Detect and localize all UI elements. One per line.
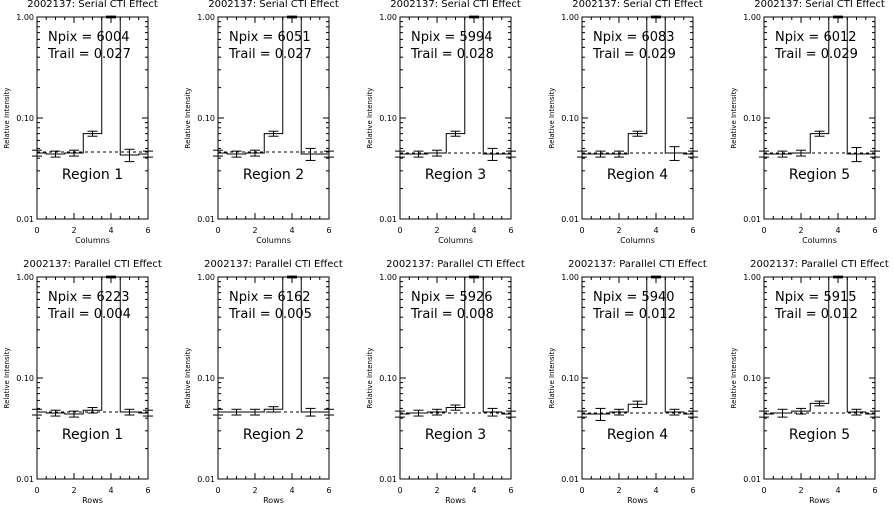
y-axis-label: Relative Intensity: [184, 87, 192, 149]
x-axis-label: Columns: [75, 236, 110, 245]
region-label: Region 3: [424, 167, 487, 183]
y-axis-label: Relative Intensity: [730, 87, 738, 149]
y-axis-label: Relative Intensity: [366, 347, 374, 409]
y-axis-label: Relative Intensity: [548, 87, 556, 149]
region-label: Region 2: [242, 427, 305, 443]
trail-annotation: Trail = 0.027: [229, 47, 312, 62]
x-axis-label: Rows: [809, 496, 830, 505]
x-tick-label: 0: [579, 226, 585, 235]
y-axis-label: Relative Intensity: [548, 347, 556, 409]
x-tick-label: 4: [653, 226, 659, 235]
chart-panel: [184, 0, 339, 245]
x-tick-label: 4: [108, 226, 114, 235]
trail-annotation: Trail = 0.028: [411, 47, 494, 62]
y-axis-label: Relative Intensity: [184, 347, 192, 409]
npix-annotation: Npix = 6223: [48, 290, 130, 305]
x-tick-label: 0: [215, 226, 221, 235]
y-tick-label: 1.00: [561, 273, 579, 282]
x-tick-label: 2: [71, 226, 77, 235]
chart-title: 2002137: Serial CTI Effect: [390, 0, 521, 10]
x-tick-label: 6: [690, 226, 696, 235]
y-tick-label: 0.10: [561, 374, 579, 383]
x-tick-label: 6: [508, 226, 514, 235]
x-tick-label: 2: [798, 226, 804, 235]
y-tick-label: 1.00: [197, 273, 215, 282]
npix-annotation: Npix = 6083: [593, 30, 675, 45]
y-tick-label: 0.10: [197, 374, 215, 383]
y-tick-label: 0.01: [561, 475, 579, 484]
trail-annotation: Trail = 0.012: [775, 307, 858, 322]
chart-panel: [366, 259, 525, 505]
y-tick-label: 1.00: [743, 13, 761, 22]
x-tick-label: 6: [872, 226, 878, 235]
y-tick-label: 0.01: [379, 475, 397, 484]
x-tick-label: 4: [653, 486, 659, 495]
y-tick-label: 1.00: [197, 13, 215, 22]
y-tick-label: 0.01: [743, 475, 761, 484]
region-label: Region 3: [424, 427, 487, 443]
x-tick-label: 2: [71, 486, 77, 495]
x-tick-label: 4: [471, 486, 477, 495]
chart-title: 2002137: Serial CTI Effect: [572, 0, 703, 10]
region-label: Region 1: [61, 427, 124, 443]
y-tick-label: 1.00: [16, 13, 34, 22]
trail-annotation: Trail = 0.012: [593, 307, 676, 322]
x-tick-label: 2: [434, 226, 440, 235]
x-axis-label: Rows: [263, 496, 284, 505]
x-tick-label: 0: [761, 486, 767, 495]
x-tick-label: 6: [690, 486, 696, 495]
chart-panel: [184, 259, 343, 505]
y-tick-label: 1.00: [379, 13, 397, 22]
chart-title: 2002137: Parallel CTI Effect: [568, 259, 707, 270]
x-axis-label: Columns: [620, 236, 655, 245]
trail-annotation: Trail = 0.029: [593, 47, 676, 62]
y-tick-label: 0.10: [379, 114, 397, 123]
x-tick-label: 2: [252, 486, 258, 495]
y-tick-label: 0.01: [561, 215, 579, 224]
y-tick-label: 0.10: [561, 114, 579, 123]
x-tick-label: 4: [289, 226, 295, 235]
y-tick-label: 0.01: [197, 475, 215, 484]
region-label: Region 2: [242, 167, 305, 183]
npix-annotation: Npix = 6012: [775, 30, 857, 45]
npix-annotation: Npix = 6004: [48, 30, 130, 45]
x-tick-label: 0: [34, 486, 40, 495]
x-tick-label: 6: [508, 486, 514, 495]
trail-annotation: Trail = 0.008: [411, 307, 494, 322]
x-axis-label: Rows: [445, 496, 466, 505]
x-tick-label: 2: [616, 486, 622, 495]
x-axis-label: Rows: [627, 496, 648, 505]
chart-title: 2002137: Serial CTI Effect: [27, 0, 158, 10]
trail-annotation: Trail = 0.029: [775, 47, 858, 62]
y-tick-label: 0.01: [16, 475, 34, 484]
x-tick-label: 2: [434, 486, 440, 495]
npix-annotation: Npix = 5915: [775, 290, 857, 305]
y-axis-label: Relative Intensity: [730, 347, 738, 409]
y-tick-label: 1.00: [561, 13, 579, 22]
y-tick-label: 1.00: [743, 273, 761, 282]
x-tick-label: 6: [326, 226, 332, 235]
chart-title: 2002137: Parallel CTI Effect: [204, 259, 343, 270]
y-tick-label: 0.10: [743, 374, 761, 383]
x-tick-label: 4: [835, 486, 841, 495]
trail-annotation: Trail = 0.004: [48, 307, 131, 322]
chart-panel: [548, 259, 707, 505]
x-axis-label: Rows: [82, 496, 103, 505]
x-axis-label: Columns: [802, 236, 837, 245]
npix-annotation: Npix = 6162: [229, 290, 311, 305]
chart-panel: [3, 259, 162, 505]
y-tick-label: 0.10: [743, 114, 761, 123]
chart-title: 2002137: Serial CTI Effect: [208, 0, 339, 10]
x-tick-label: 0: [397, 226, 403, 235]
trail-annotation: Trail = 0.027: [48, 47, 131, 62]
x-tick-label: 0: [34, 226, 40, 235]
region-label: Region 1: [61, 167, 124, 183]
y-tick-label: 1.00: [16, 273, 34, 282]
y-tick-label: 0.01: [379, 215, 397, 224]
x-tick-label: 0: [215, 486, 221, 495]
chart-title: 2002137: Parallel CTI Effect: [23, 259, 162, 270]
x-tick-label: 4: [108, 486, 114, 495]
npix-annotation: Npix = 5994: [411, 30, 493, 45]
y-tick-label: 0.01: [16, 215, 34, 224]
y-axis-label: Relative Intensity: [3, 347, 11, 409]
x-tick-label: 2: [252, 226, 258, 235]
region-label: Region 4: [606, 427, 669, 443]
x-tick-label: 4: [289, 486, 295, 495]
npix-annotation: Npix = 5926: [411, 290, 493, 305]
y-axis-label: Relative Intensity: [366, 87, 374, 149]
x-axis-label: Columns: [256, 236, 291, 245]
y-tick-label: 0.01: [743, 215, 761, 224]
x-axis-label: Columns: [438, 236, 473, 245]
chart-panel: [548, 0, 703, 245]
x-tick-label: 6: [872, 486, 878, 495]
y-tick-label: 0.10: [379, 374, 397, 383]
chart-panel: [3, 0, 158, 245]
y-tick-label: 0.10: [197, 114, 215, 123]
npix-annotation: Npix = 5940: [593, 290, 675, 305]
chart-title: 2002137: Parallel CTI Effect: [386, 259, 525, 270]
region-label: Region 5: [788, 427, 851, 443]
x-tick-label: 0: [761, 226, 767, 235]
chart-title: 2002137: Serial CTI Effect: [754, 0, 885, 10]
chart-panel: [730, 0, 885, 245]
x-tick-label: 4: [835, 226, 841, 235]
chart-panel: [366, 0, 521, 245]
x-tick-label: 2: [616, 226, 622, 235]
region-label: Region 4: [606, 167, 669, 183]
x-tick-label: 4: [471, 226, 477, 235]
npix-annotation: Npix = 6051: [229, 30, 311, 45]
chart-title: 2002137: Parallel CTI Effect: [750, 259, 889, 270]
trail-annotation: Trail = 0.005: [229, 307, 312, 322]
x-tick-label: 0: [579, 486, 585, 495]
y-tick-label: 0.10: [16, 374, 34, 383]
x-tick-label: 2: [798, 486, 804, 495]
x-tick-label: 6: [145, 226, 151, 235]
chart-panel: [730, 259, 889, 505]
x-tick-label: 6: [145, 486, 151, 495]
y-tick-label: 1.00: [379, 273, 397, 282]
y-tick-label: 0.01: [197, 215, 215, 224]
y-axis-label: Relative Intensity: [3, 87, 11, 149]
x-tick-label: 6: [326, 486, 332, 495]
x-tick-label: 0: [397, 486, 403, 495]
region-label: Region 5: [788, 167, 851, 183]
y-tick-label: 0.10: [16, 114, 34, 123]
